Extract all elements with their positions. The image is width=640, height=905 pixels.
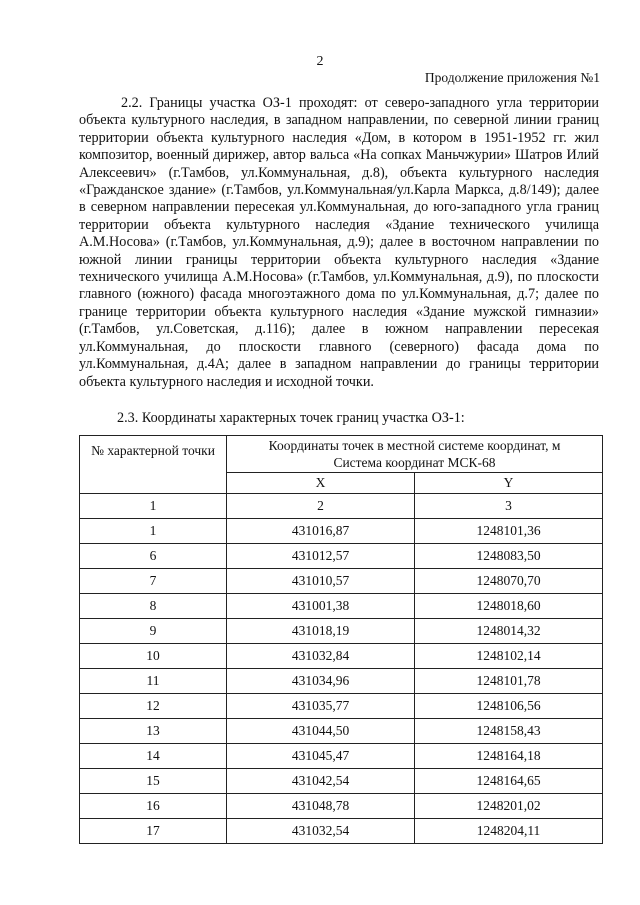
table-row bbox=[80, 519, 603, 544]
table-row bbox=[80, 794, 603, 819]
x-cell: 431035,77 bbox=[227, 694, 415, 719]
y-cell: 1248158,43 bbox=[415, 719, 603, 744]
y-cell: 1248204,11 bbox=[415, 819, 603, 844]
header-coordinates bbox=[227, 436, 603, 473]
point-cell: 14 bbox=[80, 744, 227, 769]
header-point-number: № характерной точки bbox=[80, 436, 227, 494]
x-cell: 431042,54 bbox=[227, 769, 415, 794]
point-cell: 16 bbox=[80, 794, 227, 819]
y-cell: 1248102,14 bbox=[415, 644, 603, 669]
section-2-2-paragraph: 2.2. Границы участка ОЗ-1 проходят: от северо-западного угла территории объекта культурного наследия, в западном направлении, по северной линии границ территории объекта культурного наследия «Дом, в котором в 1951-1952 гг. жил композитор, военный дирижер, автор вальса «На сопках Маньчжурии» Шатров Илий Алексеевич» (г.Тамбов, ул.Коммунальная, д.8), объекта культурного наследия «Гражданское здание» (г.Тамбов, ул.Коммунальная/ул.Карла Маркса, д.8/149); далее в северном направлении пересекая ул.Коммунальная, до юго-западного угла границ территории объекта культурного наследия «Здание технического училища А.М.Носова» (г.Тамбов, ул.Коммунальная, д.9); далее в восточном направлении по южной линии границы территории объекта культурного наследия «Здание технического училища А.М.Носова» (г.Тамбов, ул.Коммунальная, д.9), по плоскости главного (южного) фасада многоэтажного дома по ул.Коммунальная, д.7; далее по границе территории объекта культурного наследия «Здание мужской гимназии» (г.Тамбов, ул.Советская, д.116); далее в южном направлении пересекая ул.Коммунальная, до плоскости главного (северного) фасада дома по ул.Коммунальная, д.4А; далее в западном направлении до границы территории объекта культурного наследия и исходной точки. bbox=[79, 95, 599, 390]
header-coordinates-line2: Система координат МСК-68 bbox=[333, 455, 496, 470]
y-cell: 1248101,78 bbox=[415, 669, 603, 694]
point-cell: 13 bbox=[80, 719, 227, 744]
numbering-cell: 3 bbox=[415, 494, 603, 519]
point-cell: 9 bbox=[80, 619, 227, 644]
table-row bbox=[80, 694, 603, 719]
x-cell: 431018,19 bbox=[227, 619, 415, 644]
point-cell: 12 bbox=[80, 694, 227, 719]
point-cell: 8 bbox=[80, 594, 227, 619]
y-cell: 1248101,36 bbox=[415, 519, 603, 544]
y-cell: 1248083,50 bbox=[415, 544, 603, 569]
x-cell: 431001,38 bbox=[227, 594, 415, 619]
x-cell: 431012,57 bbox=[227, 544, 415, 569]
point-cell: 15 bbox=[80, 769, 227, 794]
y-cell: 1248106,56 bbox=[415, 694, 603, 719]
point-cell: 17 bbox=[80, 819, 227, 844]
numbering-cell: 2 bbox=[227, 494, 415, 519]
y-cell: 1248018,60 bbox=[415, 594, 603, 619]
x-cell: 431016,87 bbox=[227, 519, 415, 544]
point-cell: 10 bbox=[80, 644, 227, 669]
point-cell: 7 bbox=[80, 569, 227, 594]
coordinates-table-body bbox=[80, 519, 603, 844]
table-row bbox=[80, 719, 603, 744]
y-cell: 1248164,65 bbox=[415, 769, 603, 794]
table-row bbox=[80, 569, 603, 594]
point-cell: 1 bbox=[80, 519, 227, 544]
table-row bbox=[80, 644, 603, 669]
table-row bbox=[80, 819, 603, 844]
x-cell: 431044,50 bbox=[227, 719, 415, 744]
table-row bbox=[80, 769, 603, 794]
y-cell: 1248164,18 bbox=[415, 744, 603, 769]
x-cell: 431048,78 bbox=[227, 794, 415, 819]
x-cell: 431032,84 bbox=[227, 644, 415, 669]
numbering-cell: 1 bbox=[80, 494, 227, 519]
x-cell: 431010,57 bbox=[227, 569, 415, 594]
x-cell: 431034,96 bbox=[227, 669, 415, 694]
table-row bbox=[80, 594, 603, 619]
y-cell: 1248070,70 bbox=[415, 569, 603, 594]
table-row bbox=[80, 544, 603, 569]
header-coordinates-line1: Координаты точек в местной системе координат, м bbox=[268, 438, 561, 453]
header-y: Y bbox=[415, 473, 603, 494]
point-cell: 11 bbox=[80, 669, 227, 694]
y-cell: 1248014,32 bbox=[415, 619, 603, 644]
appendix-label: Продолжение приложения №1 bbox=[424, 70, 600, 85]
section-2-3-heading: 2.3. Координаты характерных точек границ участка ОЗ-1: bbox=[117, 410, 465, 426]
table-row bbox=[80, 744, 603, 769]
header-x: X bbox=[227, 473, 415, 494]
y-cell: 1248201,02 bbox=[415, 794, 603, 819]
table-row bbox=[80, 619, 603, 644]
coordinates-table bbox=[79, 435, 603, 844]
point-cell: 6 bbox=[80, 544, 227, 569]
page-number: 2 bbox=[316, 54, 324, 69]
x-cell: 431032,54 bbox=[227, 819, 415, 844]
x-cell: 431045,47 bbox=[227, 744, 415, 769]
table-row bbox=[80, 669, 603, 694]
